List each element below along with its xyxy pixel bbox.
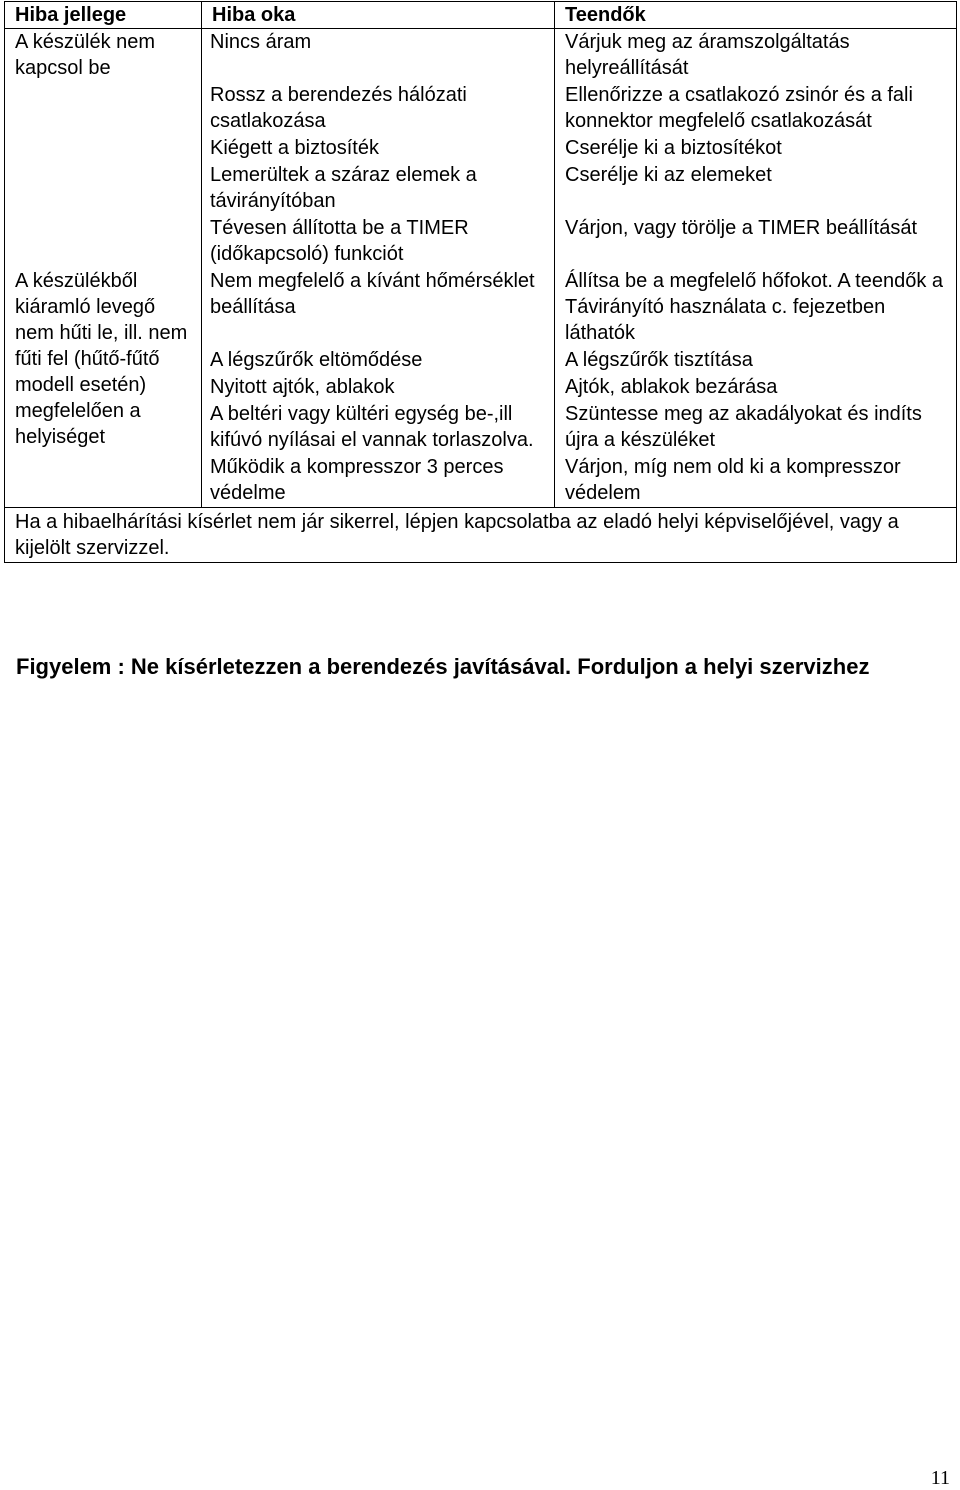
symptom-cell: A készülékből kiáramló levegő nem hűti le, ill. nem fűti fel (hűtő-fűtő modell esetén) megfelelően a helyiséget (5, 268, 202, 508)
action-cell: Várjon, vagy törölje a TIMER beállítását (555, 215, 957, 268)
action-cell: Szüntesse meg az akadályokat és indíts újra a készüléket (555, 401, 957, 454)
action-cell: Állítsa be a megfelelő hőfokot. A teendők a Távirányító használata c. fejezetben láthatók (555, 268, 957, 347)
table-header-row (5, 2, 957, 29)
cause-cell: Tévesen állította be a TIMER (időkapcsoló) funkciót (202, 215, 555, 268)
cause-cell: Nem megfelelő a kívánt hőmérséklet beállítása (202, 268, 555, 347)
table-footer-row (5, 508, 957, 563)
table-row (5, 29, 957, 83)
cause-cell: Rossz a berendezés hálózati csatlakozása (202, 82, 555, 135)
action-cell: Cserélje ki az elemeket (555, 162, 957, 215)
table-row (5, 268, 957, 347)
cause-cell: Működik a kompresszor 3 perces védelme (202, 454, 555, 508)
header-cause: Hiba oka (202, 2, 555, 29)
header-action: Teendők (555, 2, 957, 29)
table-footer-note: Ha a hibaelhárítási kísérlet nem jár sikerrel, lépjen kapcsolatba az eladó helyi képviselőjével, vagy a kijelölt szervizzel. (5, 508, 957, 563)
page-number: 11 (930, 1467, 950, 1489)
cause-cell: A beltéri vagy kültéri egység be-,ill kifúvó nyílásai el vannak torlaszolva. (202, 401, 555, 454)
symptom-cell: A készülék nem kapcsol be (5, 29, 202, 269)
action-cell: Várjon, míg nem old ki a kompresszor védelem (555, 454, 957, 508)
action-cell: Ellenőrizze a csatlakozó zsinór és a fali konnektor megfelelő csatlakozását (555, 82, 957, 135)
troubleshooting-table (4, 1, 957, 563)
cause-cell: Kiégett a biztosíték (202, 135, 555, 162)
action-cell: A légszűrők tisztítása (555, 347, 957, 374)
cause-cell: A légszűrők eltömődése (202, 347, 555, 374)
action-cell: Várjuk meg az áramszolgáltatás helyreállítását (555, 29, 957, 83)
cause-cell: Nyitott ajtók, ablakok (202, 374, 555, 401)
action-cell: Cserélje ki a biztosítékot (555, 135, 957, 162)
action-cell: Ajtók, ablakok bezárása (555, 374, 957, 401)
cause-cell: Nincs áram (202, 29, 555, 83)
header-symptom: Hiba jellege (5, 2, 202, 29)
cause-cell: Lemerültek a száraz elemek a távirányítóban (202, 162, 555, 215)
warning-notice: Figyelem : Ne kísérletezzen a berendezés javításával. Forduljon a helyi szervizhez (16, 654, 870, 679)
